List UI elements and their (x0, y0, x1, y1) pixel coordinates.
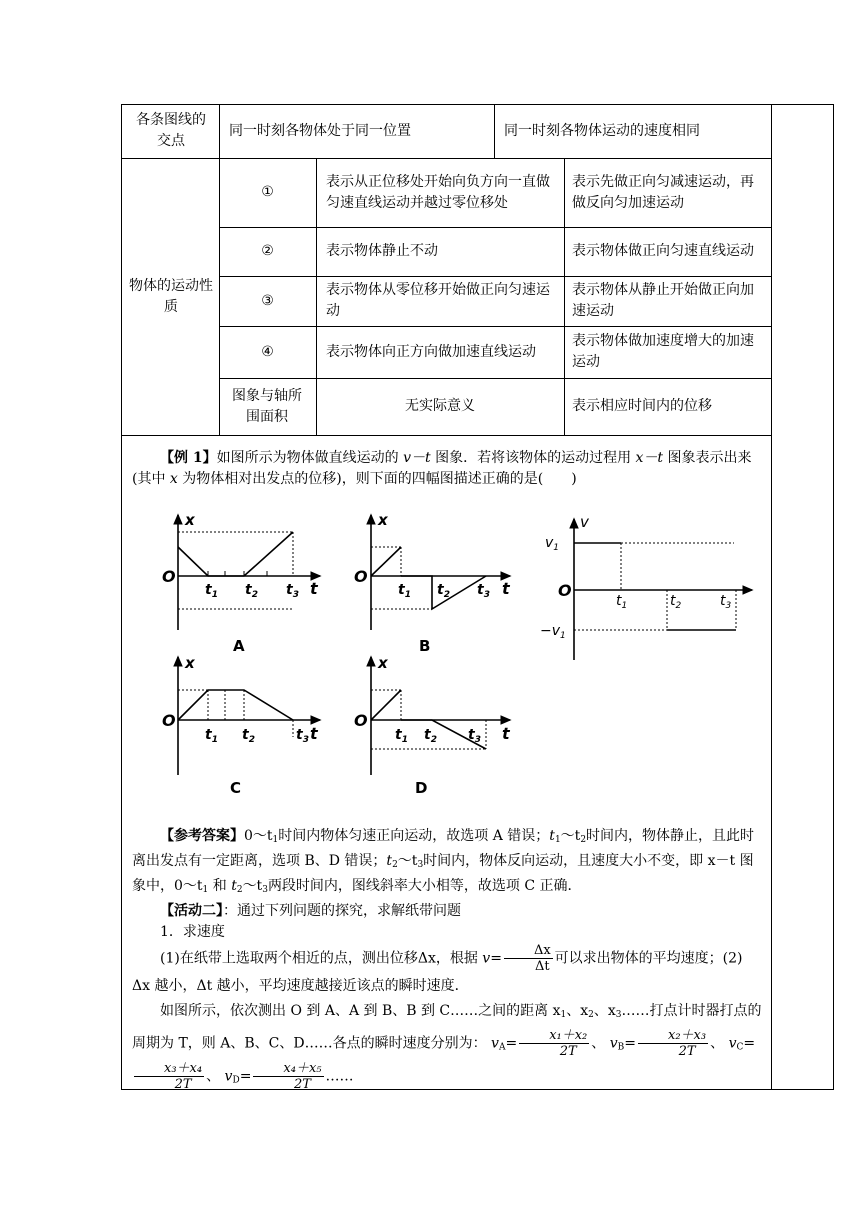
text: 2 (588, 1010, 594, 1020)
neg-v1-label: $-v_1$ (540, 623, 566, 641)
text: t (231, 878, 237, 894)
text: v－t (403, 450, 431, 466)
tick-label: $t_3$ (296, 727, 309, 745)
fraction-denominator: 2T (174, 1076, 192, 1092)
text: D (232, 1075, 240, 1085)
text: 2 (392, 860, 398, 870)
row-mark: ① (261, 184, 274, 200)
text: x－t (635, 450, 664, 466)
text: 如图所示为物体做直线运动的 (216, 450, 404, 466)
text: 1 (202, 885, 209, 895)
tick-label: $t_1$ (205, 727, 218, 745)
text: = (743, 1035, 756, 1052)
row-mark: ④ (261, 343, 274, 360)
graph-a-label: A (233, 637, 245, 655)
fraction (253, 1061, 323, 1092)
text: …… (325, 1068, 354, 1084)
graph-b (354, 511, 511, 655)
text: 1 (554, 835, 561, 845)
text: 、 (591, 1035, 606, 1052)
text: 2 (580, 835, 587, 845)
tick-label: $t_2$ (437, 582, 450, 600)
text: 两段时间内，图线斜率大小相等，故选项 C 正确． (267, 878, 582, 894)
fraction (638, 1028, 708, 1059)
axis-t-label: t (502, 579, 510, 598)
tick-label: $t_3$ (468, 727, 481, 745)
fraction-numerator: Δx (504, 943, 553, 959)
tick-label: $t_2$ (245, 582, 258, 600)
example-question (122, 448, 772, 490)
fraction-denominator: 2T (559, 1044, 577, 1059)
answer-tag: 【参考答案】 (160, 828, 244, 844)
origin-label: O (558, 581, 572, 600)
tick-label: $t_2$ (670, 593, 682, 611)
tick-label: $t_1$ (616, 593, 628, 611)
axis-v-label: v (580, 513, 589, 531)
text: x (169, 471, 178, 487)
text: 3 (417, 860, 424, 870)
row-mark: ② (261, 243, 274, 259)
section-title: 1．求速度 (160, 924, 225, 940)
fraction-denominator: 2T (293, 1076, 311, 1092)
text: ……打点计时器打点的周期为 T，则 A、B、C、D……各点的瞬时速度分别为： (132, 1003, 762, 1052)
graph-c-label: C (230, 779, 242, 797)
fraction-denominator: Δt (534, 959, 550, 974)
axis-x-label: x (378, 511, 388, 529)
speed-paragraph-2 (132, 998, 764, 1093)
text: 为物体相对出发点的位移)，则下面的四幅图描述正确的是( ) (177, 471, 577, 487)
text: t (386, 853, 393, 869)
fraction (519, 1028, 589, 1059)
text: 2 (236, 885, 243, 895)
text: (1)在纸带上选取两个相近的点，测出位移Δx，根据 (160, 950, 483, 967)
fraction-numerator: x₄＋x₅ (253, 1061, 323, 1077)
text: v (491, 1035, 499, 1052)
fraction-denominator: 2T (678, 1044, 696, 1059)
text: 3 (615, 1010, 622, 1020)
row-mark: ③ (261, 292, 274, 309)
origin-label: O (354, 711, 368, 730)
text: B (617, 1042, 625, 1053)
axis-t-label: t (502, 724, 510, 743)
text: 0～t (244, 828, 273, 844)
activity-tag: 【活动二】 (160, 903, 223, 919)
header-xt: 同一时刻各物体处于同一位置 (229, 122, 411, 139)
tick-label: $t_3$ (477, 582, 490, 600)
row-vt: 表示先做正向匀减速运动，再做反向匀加速运动 (572, 173, 754, 211)
text: ～t (560, 828, 581, 844)
answer-block (122, 826, 772, 1093)
row-xt: 表示从正位移处开始向负方向一直做匀速直线运动并越过零位移处 (326, 173, 550, 211)
text: 3 (262, 885, 268, 895)
text: 时间内，物体反向运动，且速度大小不变，即 x－t 图象中，0～t (132, 853, 754, 894)
text: v (224, 1068, 233, 1084)
origin-label: O (162, 567, 176, 586)
text: ～t (242, 878, 263, 894)
tick-label: $t_1$ (398, 582, 411, 600)
origin-label: O (162, 711, 176, 730)
text: 和 (208, 878, 232, 894)
text: 时间内物体匀速正向运动，故选项 A 错误； (278, 828, 550, 844)
text: t (549, 828, 555, 844)
graph-vt (540, 513, 752, 660)
axis-t-label: t (310, 579, 318, 598)
text: 可以求出物体的平均速度；(2) Δx 越小，Δt 越小，平均速度越接近该点的瞬时速度． (132, 950, 743, 994)
text: 如图所示，依次测出 O 到 A、A 到 B、B 到 C……之间的距离 x (160, 1003, 561, 1019)
area-vt: 表示相应时间内的位移 (572, 398, 712, 414)
row-xt: 表示物体静止不动 (326, 243, 438, 259)
text: = (239, 1068, 252, 1084)
text: ～t (397, 853, 418, 869)
graph-d-label: D (415, 779, 428, 797)
motion-label: 物体的运动性质 (129, 278, 213, 315)
row-xt: 表示物体向正方向做加速直线运动 (326, 343, 536, 360)
text: ：通过下列问题的探究，求解纸带问题 (223, 903, 461, 919)
axis-x-label: x (185, 654, 195, 672)
fraction-numerator: x₂＋x₃ (638, 1028, 708, 1044)
text: 1 (272, 835, 279, 845)
text: v (728, 1035, 737, 1052)
area-label: 图象与轴所围面积 (232, 387, 302, 425)
fraction-numerator: x₃＋x₄ (134, 1061, 204, 1077)
graphs-figure (150, 505, 770, 805)
text: = (505, 1035, 518, 1052)
fraction (504, 943, 553, 974)
text: 图象表示出来(其中 (132, 450, 752, 487)
tick-label: $t_2$ (242, 727, 255, 745)
text: A (498, 1042, 506, 1053)
answer-paragraph (132, 826, 764, 901)
axis-x-label: x (185, 511, 195, 529)
graph-b-label: B (419, 637, 431, 655)
tick-label: $t_1$ (205, 582, 218, 600)
row-vt: 表示物体做加速度增大的加速运动 (572, 333, 754, 370)
fraction (134, 1061, 204, 1092)
axis-t-label: t (310, 724, 318, 743)
text: 、x (566, 1003, 589, 1019)
origin-label: O (354, 567, 368, 586)
tick-label: $t_3$ (286, 582, 299, 600)
text: v (609, 1035, 618, 1052)
tick-label: $t_2$ (424, 727, 437, 745)
text: v= (482, 950, 502, 967)
text: 1 (560, 1010, 567, 1020)
text: 、x (593, 1003, 616, 1019)
tick-label: $t_1$ (395, 727, 408, 745)
graph-d (354, 654, 511, 797)
text: 图象．若将该物体的运动过程用 (430, 450, 636, 466)
fraction-numerator: x₁＋x₂ (519, 1028, 589, 1044)
header-label: 各条图线的交点 (136, 112, 206, 149)
header-vt: 同一时刻各物体运动的速度相同 (504, 122, 700, 139)
tick-label: $t_3$ (720, 593, 732, 611)
activity-heading (132, 901, 764, 922)
graph-a (162, 511, 320, 655)
graph-c (162, 654, 320, 797)
speed-paragraph-1 (132, 943, 764, 998)
text: 、 (206, 1068, 221, 1084)
text: 时间内，物体静止，且此时离出发点有一定距离，选项 B、D 错误； (132, 828, 755, 869)
row-vt: 表示物体做正向匀速直线运动 (572, 243, 754, 259)
example-tag: 【例 1】 (160, 450, 217, 466)
text: = (624, 1035, 637, 1052)
area-xt: 无实际意义 (405, 398, 475, 414)
row-vt: 表示物体从静止开始做正向加速运动 (572, 282, 754, 319)
text: 、 (710, 1035, 725, 1052)
v1-label: $v_1$ (545, 535, 560, 553)
text: C (736, 1042, 744, 1053)
row-xt: 表示物体从零位移开始做正向匀速运动 (326, 282, 550, 319)
axis-x-label: x (378, 654, 388, 672)
